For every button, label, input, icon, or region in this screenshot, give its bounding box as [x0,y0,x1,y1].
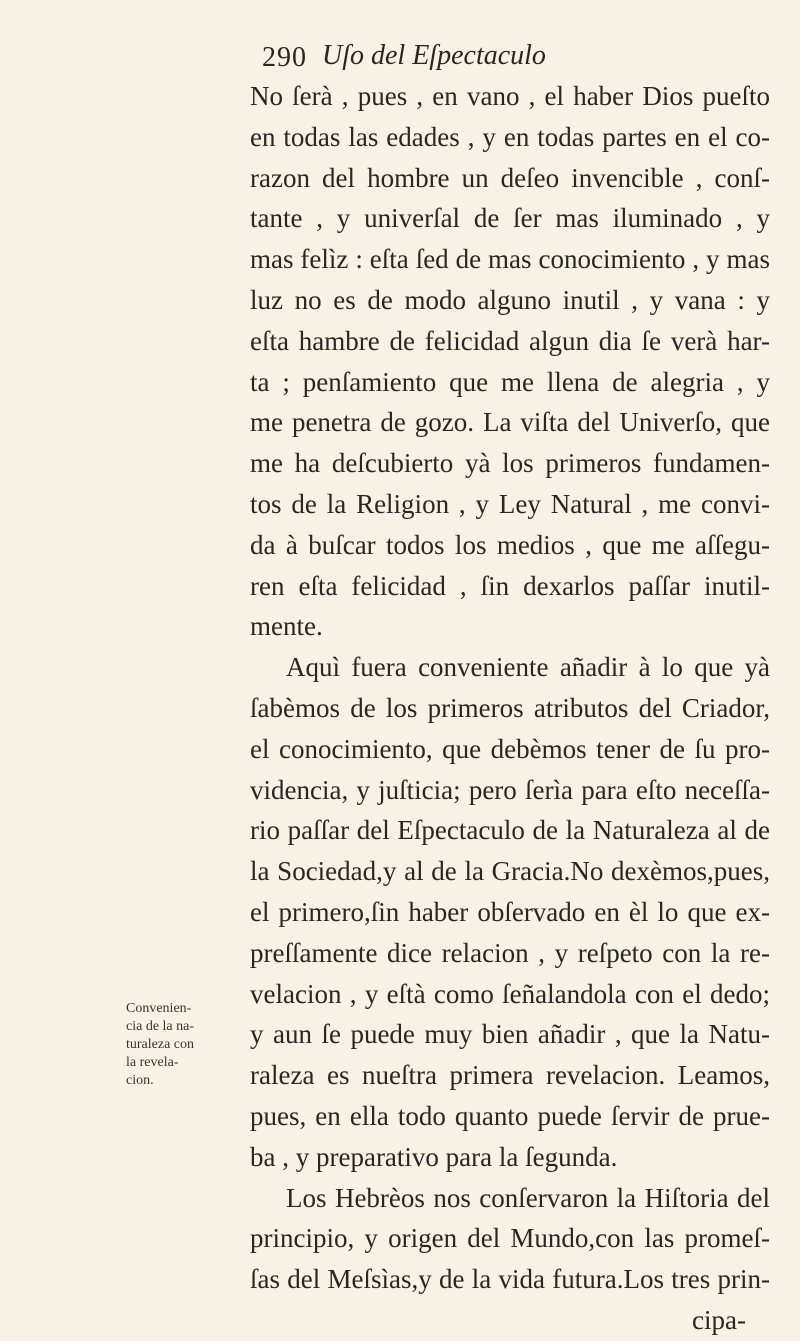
text-line: da à buſcar todos los medios , que me aſſegu- [250,529,770,560]
text-line: pues, en ella todo quanto puede ſervir de prue- [250,1100,770,1131]
text-line: mas felìz : eſta ſed de mas conocimiento , y mas [250,244,770,275]
text-line: el primero,ſin haber obſervado en èl lo que ex- [250,896,770,927]
text-line: razon del hombre un deſeo invencible , conſ- [250,162,770,193]
marginal-note-line: turaleza con [126,1037,195,1052]
text-line: me ha deſcubierto yà los primeros fundamen- [250,448,770,479]
text-line: el conocimiento, que debèmos tener de ſu pro- [250,733,770,764]
text-line: Los Hebrèos nos conſervaron la Hiſtoria del [286,1182,770,1213]
catchword: cipa- [692,1304,746,1335]
text-line: ſas del Meſsìas,y de la vida futura.Los tres prin- [250,1264,770,1295]
text-line: principio, y origen del Mundo,con las promeſ- [250,1223,770,1254]
text-line: preſſamente dice relacion , y reſpeto con la re- [250,937,770,968]
body-text [250,76,770,1341]
text-line: ren eſta felicidad , ſin dexarlos paſſar inutil- [250,570,770,601]
text-line: rio paſſar del Eſpectaculo de la Naturaleza al de [250,815,770,846]
text-line: luz no es de modo alguno inutil , y vana : y [250,284,770,315]
running-title: Uſo del Eſpectaculo [322,40,546,71]
marginal-note-line: cia de la na- [126,1019,195,1034]
text-line: tos de la Religion , y Ley Natural , me convi- [250,488,770,519]
text-line: ta ; penſamiento que me llena de alegria , y [250,366,770,397]
marginal-note-line: Convenien- [126,1001,192,1016]
marginal-note [126,1000,236,1090]
text-line: No ſerà , pues , en vano , el haber Dios pueſto [250,81,770,111]
text-line: la Sociedad,y al de la Gracia.No dexèmos,pues, [250,856,770,887]
text-line: mente. [250,611,323,642]
text-line: y aun ſe puede muy bien añadir , que la Natu- [250,1019,770,1050]
text-line: eſta hambre de felicidad algun dia ſe verà har- [250,325,770,356]
page-number: 290 [262,42,307,73]
text-line: tante , y univerſal de ſer mas iluminado , y [250,203,770,234]
text-line: me penetra de gozo. La viſta del Univerſo, que [250,407,770,438]
text-line: Aquì fuera conveniente añadir à lo que yà [286,652,770,683]
text-line: en todas las edades , y en todas partes en el co- [250,121,770,152]
text-line: raleza es nueſtra primera revelacion. Leamos, [250,1060,770,1091]
text-line: velacion , y eſtà como ſeñalandola con el dedo; [250,978,770,1009]
text-line: videncia, y juſticia; pero ſerìa para eſto neceſſa- [250,774,770,805]
text-line: ba , y preparativo para la ſegunda. [250,1141,618,1172]
text-line: ſabèmos de los primeros atributos del Criador, [250,692,770,723]
marginal-note-line: cion. [126,1073,154,1088]
marginal-note-line: la revela- [126,1055,179,1070]
